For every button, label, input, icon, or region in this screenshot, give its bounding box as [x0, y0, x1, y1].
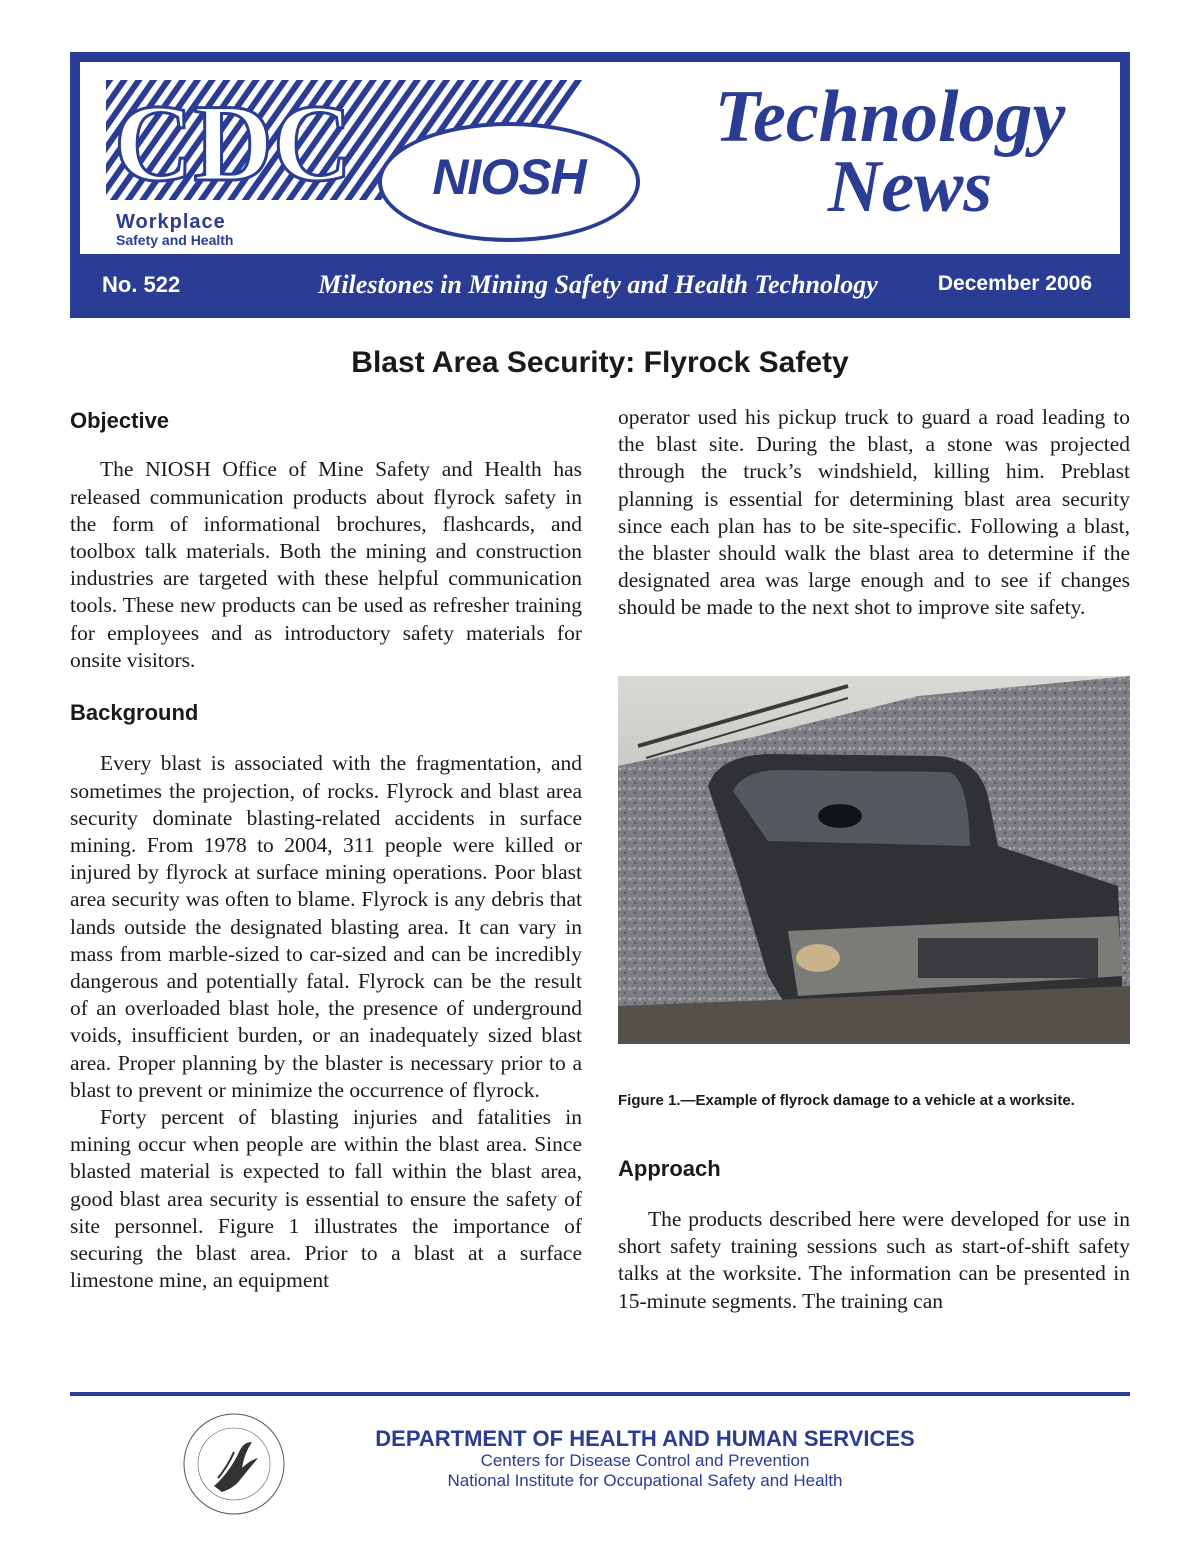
- objective-paragraph: The NIOSH Office of Mine Safety and Health has released communication products about flyrock safety in the form of informational brochures, flashcards, and toolbox talk materials. Both the mining and construction industries are targeted with these helpful communication tools. These new products can be used as refresher training for employees and as introductory safety materials for onsite visitors.: [70, 457, 582, 672]
- right-column: [618, 404, 1130, 1315]
- masthead-banner: [78, 60, 1122, 256]
- objective-heading: Objective: [70, 408, 170, 433]
- approach-paragraph: The products described here were developed for use in short safety training sessions such as start-of-shift safety talks at the worksite. The information can be presented in 15-minute segments. The training can: [618, 1207, 1130, 1313]
- left-column: [70, 404, 582, 1294]
- footer-agency-block: [300, 1426, 990, 1490]
- workplace-label: Workplace: [116, 211, 226, 233]
- newsletter-title-line2: News: [827, 146, 993, 229]
- approach-heading: Approach: [618, 1155, 721, 1181]
- hhs-seal-icon: [178, 1408, 290, 1520]
- newsletter-title-line1: Technology: [714, 76, 1066, 158]
- svg-text:CDC: CDC: [114, 82, 353, 204]
- figure-caption: Figure 1.—Example of flyrock damage to a vehicle at a worksite.: [618, 1091, 1075, 1109]
- masthead-info-bar: [78, 264, 1122, 310]
- background-paragraph-2-continued: operator used his pickup truck to guard a road leading to the blast site. During the blast, a stone was projected through the truck’s windshield, killing him. Preblast planning is essential for determining blast area security since each plan has to be site-specific. Following a blast, the blaster should walk the blast area to determine if the designated area was large enough and to see if changes should be made to the next shot to improve site safety.: [618, 405, 1130, 620]
- background-heading: Background: [70, 700, 199, 726]
- issue-date: December 2006: [937, 272, 1092, 295]
- niosh-logo: [378, 122, 640, 242]
- department-name: DEPARTMENT OF HEALTH AND HUMAN SERVICES: [375, 1426, 915, 1451]
- agency-cdc: Centers for Disease Control and Prevention: [480, 1451, 810, 1471]
- footer-divider: [70, 1392, 1130, 1396]
- background-paragraph-1: Every blast is associated with the fragmentation, and sometimes the projection, of rocks. Flyrock and blast area security dominate blasting-related accidents in surface mining. From 1978 to 2004, 311 people were killed or injured by flyrock at surface mining operations. Poor blast area security was often to blame. Flyrock is any debris that lands outside the designated blasting area. It can vary in mass from marble-sized to car-sized and can be incredibly dangerous and potentially fatal. Flyrock can be the result of an overloaded blast hole, the presence of underground voids, insufficient burden, or an inadequately sized blast area. Proper planning by the blaster is necessary prior to a blast to prevent or minimize the occurrence of flyrock.: [70, 751, 582, 1102]
- niosh-logo-text: NIOSH: [432, 149, 586, 205]
- masthead: [70, 52, 1130, 318]
- issue-number: No. 522: [102, 272, 181, 297]
- figure-flyrock-truck-photo: [618, 676, 1130, 1044]
- tagline: Milestones in Mining Safety and Health Technology: [318, 270, 878, 299]
- newsletter-title: [670, 76, 1110, 229]
- article-title: Blast Area Security: Flyrock Safety: [351, 346, 849, 379]
- background-paragraph-2: Forty percent of blasting injuries and fatalities in mining occur when people are within the blast area. Since blasted material is expected to fall within the blast area, good blast area security is essential to ensure the safety of site personnel. Figure 1 illustrates the importance of securing the blast area. Prior to a blast at a surface limestone mine, an equipment: [70, 1105, 582, 1293]
- safety-health-label: Safety and Health: [116, 232, 234, 248]
- workplace-safety-label: [116, 212, 316, 248]
- agency-niosh: National Institute for Occupational Safety and Health: [447, 1470, 843, 1490]
